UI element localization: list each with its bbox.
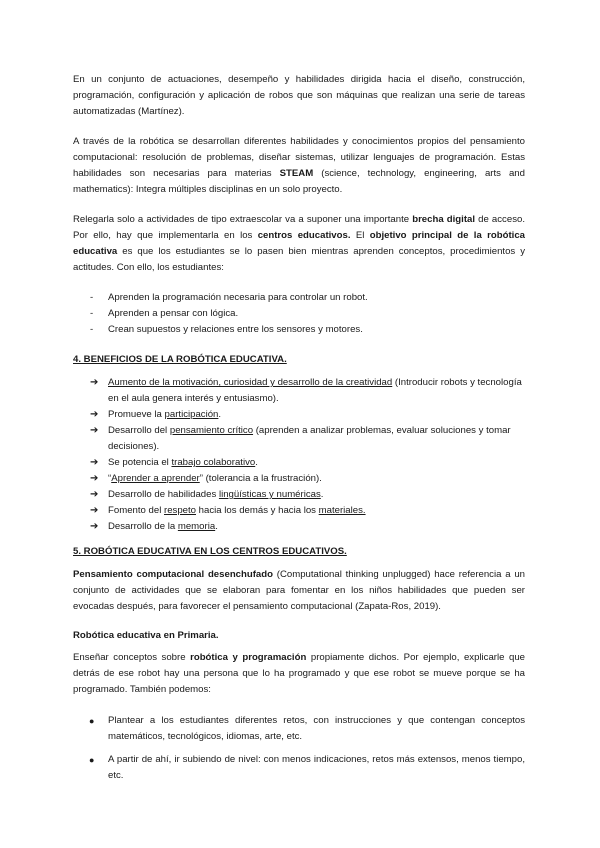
unplugged-term: Pensamiento computacional desenchufado [73, 569, 273, 580]
digital-gap-text-1: Relegarla solo a actividades de tipo extraescolar va a suponer una importante [73, 214, 413, 225]
list-item [73, 375, 525, 407]
primary-paragraph [73, 650, 525, 698]
section-4-heading: 4. BENEFICIOS DE LA ROBÓTICA EDUCATIVA. [73, 354, 287, 365]
arrow-icon: ➔ [90, 505, 99, 516]
digital-gap-text-2: de acceso. Por ello, hay que implementarla en los [73, 214, 525, 241]
primary-text-2: propiamente dichos. Por ejemplo, explicarle que detrás de ese robot hay una persona que lo ha programado y que ese robot se mueve porque se ha programado. También podemos: [73, 652, 526, 695]
steam-term: STEAM [279, 168, 314, 179]
benefit-key-phrase: pensamiento crítico [169, 425, 254, 436]
list-item [73, 519, 525, 535]
list-item [73, 407, 525, 423]
list-item [73, 306, 525, 322]
benefit-text: “ [108, 473, 112, 484]
list-item-text: Plantear a los estudiantes diferentes retos, con instrucciones y que contengan conceptos matemáticos, tecnológicos, idiomas, arte, etc. [108, 715, 525, 742]
digital-gap-paragraph [73, 212, 525, 276]
list-item-text: Aprenden a pensar con lógica. [108, 308, 239, 319]
primary-text-1: Enseñar conceptos sobre [73, 652, 191, 663]
list-item [73, 290, 525, 306]
intro-text: En un conjunto de actuaciones, desempeño y habilidades dirigida hacia el diseño, construcción, programación, configuración y aplicación de robos que son máquinas que realizan una serie de tareas automatizadas (Martínez). [73, 74, 525, 117]
benefit-key-phrase: lingüísticas y numéricas [218, 489, 321, 500]
benefit-text: Desarrollo del [108, 425, 170, 436]
arrow-icon: ➔ [90, 489, 99, 500]
benefit-key-phrase: memoria [177, 521, 216, 532]
arrow-icon: ➔ [90, 457, 99, 468]
benefit-text: Desarrollo de la [108, 521, 178, 532]
activities-list [73, 713, 525, 791]
arrow-icon: ➔ [90, 521, 99, 532]
students-learn-list [73, 290, 525, 338]
steam-definition: (science, technology, engineering, arts and mathematics): Integra múltiples disciplinas en un solo proyecto. [73, 168, 525, 195]
benefit-text: Se potencia el [108, 457, 172, 468]
list-item-text: Aprenden la programación necesaria para controlar un robot. [108, 292, 368, 303]
benefit-key-phrase: materiales. [318, 505, 366, 516]
benefit-text: ” (tolerancia a la frustración). [199, 473, 322, 484]
benefit-key-phrase: respeto [164, 505, 196, 516]
main-objective-term: objetivo principal de la robótica educativa [73, 230, 525, 257]
section-5-heading: 5. ROBÓTICA EDUCATIVA EN LOS CENTROS EDUCATIVOS. [73, 546, 347, 557]
primary-subheading: Robótica educativa en Primaria. [73, 630, 219, 641]
benefit-text: . [255, 457, 258, 468]
list-item [73, 487, 525, 503]
robotics-programming-term: robótica y programación [190, 652, 307, 663]
list-item [73, 503, 525, 519]
unplugged-paragraph [73, 567, 525, 615]
arrow-icon: ➔ [90, 425, 99, 436]
list-item-text: Crean supuestos y relaciones entre los sensores y motores. [108, 324, 363, 335]
skills-text: A través de la robótica se desarrollan diferentes habilidades y conocimientos propios del pensamiento computacional: resolución de problemas, diseñar sistemas, utilizar lenguajes de programación. Estas habilidades son necesarias para materias [73, 136, 525, 179]
list-item [73, 423, 525, 455]
benefit-key-phrase: participación [164, 409, 219, 420]
benefits-list [73, 375, 525, 535]
schools-term: centros educativos. [257, 230, 351, 241]
list-item [73, 713, 525, 745]
benefit-text: (aprenden a analizar problemas, evaluar soluciones y tomar decisiones). [108, 425, 511, 452]
list-item [73, 752, 525, 784]
digital-gap-text-3: El [350, 230, 370, 241]
dash-marker: - [90, 292, 94, 303]
benefit-text: . [218, 409, 222, 420]
benefit-key-phrase: Aumento de la motivación, curiosidad y desarrollo de la creatividad [108, 377, 393, 388]
benefit-text: . [320, 489, 324, 500]
arrow-icon: ➔ [90, 377, 99, 388]
benefit-key-phrase: Aprender a aprender [111, 473, 200, 484]
list-item [73, 322, 525, 338]
benefit-text: Fomento del [108, 505, 164, 516]
dash-marker: - [90, 308, 94, 319]
bullet-icon: ● [89, 755, 95, 765]
benefit-text: Desarrollo de habilidades [108, 489, 219, 500]
benefit-text: Promueve la [108, 409, 165, 420]
digital-gap-term: brecha digital [412, 214, 476, 225]
arrow-icon: ➔ [90, 473, 99, 484]
benefit-text: . [215, 521, 218, 532]
arrow-icon: ➔ [90, 409, 99, 420]
list-item [73, 455, 525, 471]
benefit-text: hacia los demás y hacia los [196, 505, 319, 516]
list-item [73, 471, 525, 487]
benefit-key-phrase: trabajo colaborativo [171, 457, 256, 468]
unplugged-text: (Computational thinking unplugged) hace referencia a un conjunto de actividades que se elaboran para fomentar en los niños habilidades que pueden ser evocadas después, para favorecer el pensamiento computacional (Zapata-Ros, 2019). [73, 569, 525, 612]
dash-marker: - [90, 324, 94, 335]
digital-gap-text-4: es que los estudiantes se lo pasen bien mientras aprenden conceptos, procedimientos y actitudes. Con ello, los estudiantes: [73, 246, 525, 273]
robotics-skills-paragraph [73, 134, 525, 198]
bullet-icon: ● [89, 716, 95, 726]
intro-paragraph [73, 72, 525, 120]
list-item-text: A partir de ahí, ir subiendo de nivel: con menos indicaciones, retos más extensos, menos tiempo, etc. [108, 754, 525, 781]
benefit-text: (Introducir robots y tecnología en el aula genera interés y entusiasmo). [108, 377, 522, 404]
